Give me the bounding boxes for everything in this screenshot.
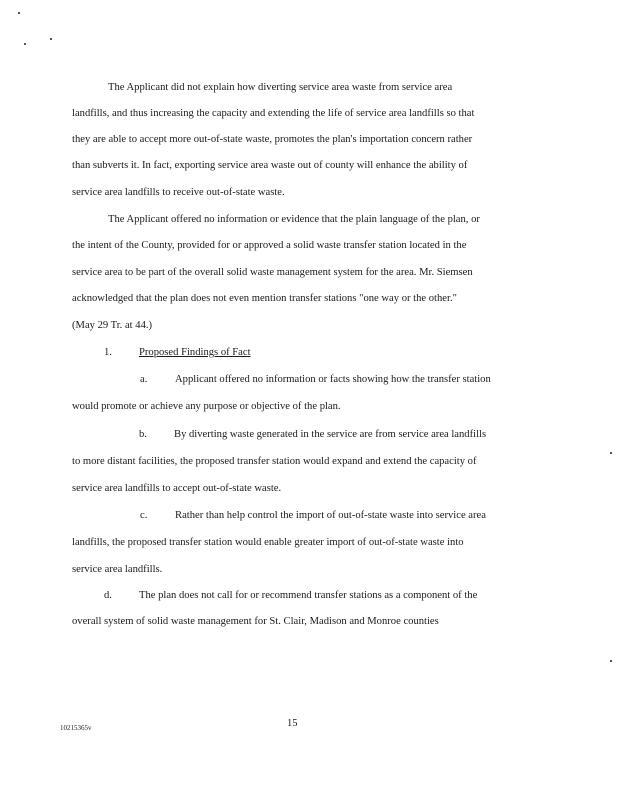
body-text-line: to more distant facilities, the proposed transfer station would expand and extend the capacity of	[72, 456, 477, 467]
body-text-line: acknowledged that the plan does not even mention transfer stations "one way or the other."	[72, 293, 457, 304]
scan-speck	[18, 12, 20, 14]
body-text-line: they are able to accept more out-of-state waste, promotes the plan's importation concern rather	[72, 134, 473, 145]
body-text-line: The Applicant did not explain how diverting service area waste from service area	[108, 82, 453, 93]
finding-letter: a.	[140, 374, 148, 385]
scan-speck	[24, 43, 26, 45]
body-text-line: landfills, the proposed transfer station would enable greater import of out-of-state waste into	[72, 537, 464, 548]
section-heading: Proposed Findings of Fact	[139, 347, 251, 358]
body-text-line: overall system of solid waste management for St. Clair, Madison and Monroe counties	[72, 616, 439, 627]
body-text-line: Rather than help control the import of out-of-state waste into service area	[175, 510, 486, 521]
body-text-line: landfills, and thus increasing the capacity and extending the life of service area landfills so that	[72, 108, 475, 119]
finding-letter: d.	[104, 590, 112, 601]
body-text-line: The Applicant offered no information or evidence that the plain language of the plan, or	[108, 214, 480, 225]
footer-doc-id: 10215365v	[60, 724, 92, 732]
body-text-line: the intent of the County, provided for or approved a solid waste transfer station located in the	[72, 240, 467, 251]
finding-letter: c.	[140, 510, 148, 521]
body-text-line: than subverts it. In fact, exporting service area waste out of county will enhance the ability of	[72, 160, 468, 171]
body-text-line: service area landfills to accept out-of-state waste.	[72, 483, 282, 494]
body-text-line: Applicant offered no information or facts showing how the transfer station	[175, 374, 491, 385]
scan-speck	[50, 38, 52, 40]
body-text-line: service area landfills.	[72, 564, 163, 575]
body-text-line: The plan does not call for or recommend transfer stations as a component of the	[139, 590, 478, 601]
section-number: 1.	[104, 347, 112, 358]
body-text-line: service area to be part of the overall solid waste management system for the area. Mr. Siemsen	[72, 267, 473, 278]
body-text-line: By diverting waste generated in the service are from service area landfills	[174, 429, 487, 440]
scan-speck	[610, 660, 612, 662]
finding-letter: b.	[139, 429, 147, 440]
body-text-line: service area landfills to receive out-of-state waste.	[72, 187, 285, 198]
page-number: 15	[287, 718, 298, 729]
scan-speck	[610, 452, 612, 454]
body-text-line: (May 29 Tr. at 44.)	[72, 320, 153, 331]
body-text-line: would promote or achieve any purpose or objective of the plan.	[72, 401, 341, 412]
